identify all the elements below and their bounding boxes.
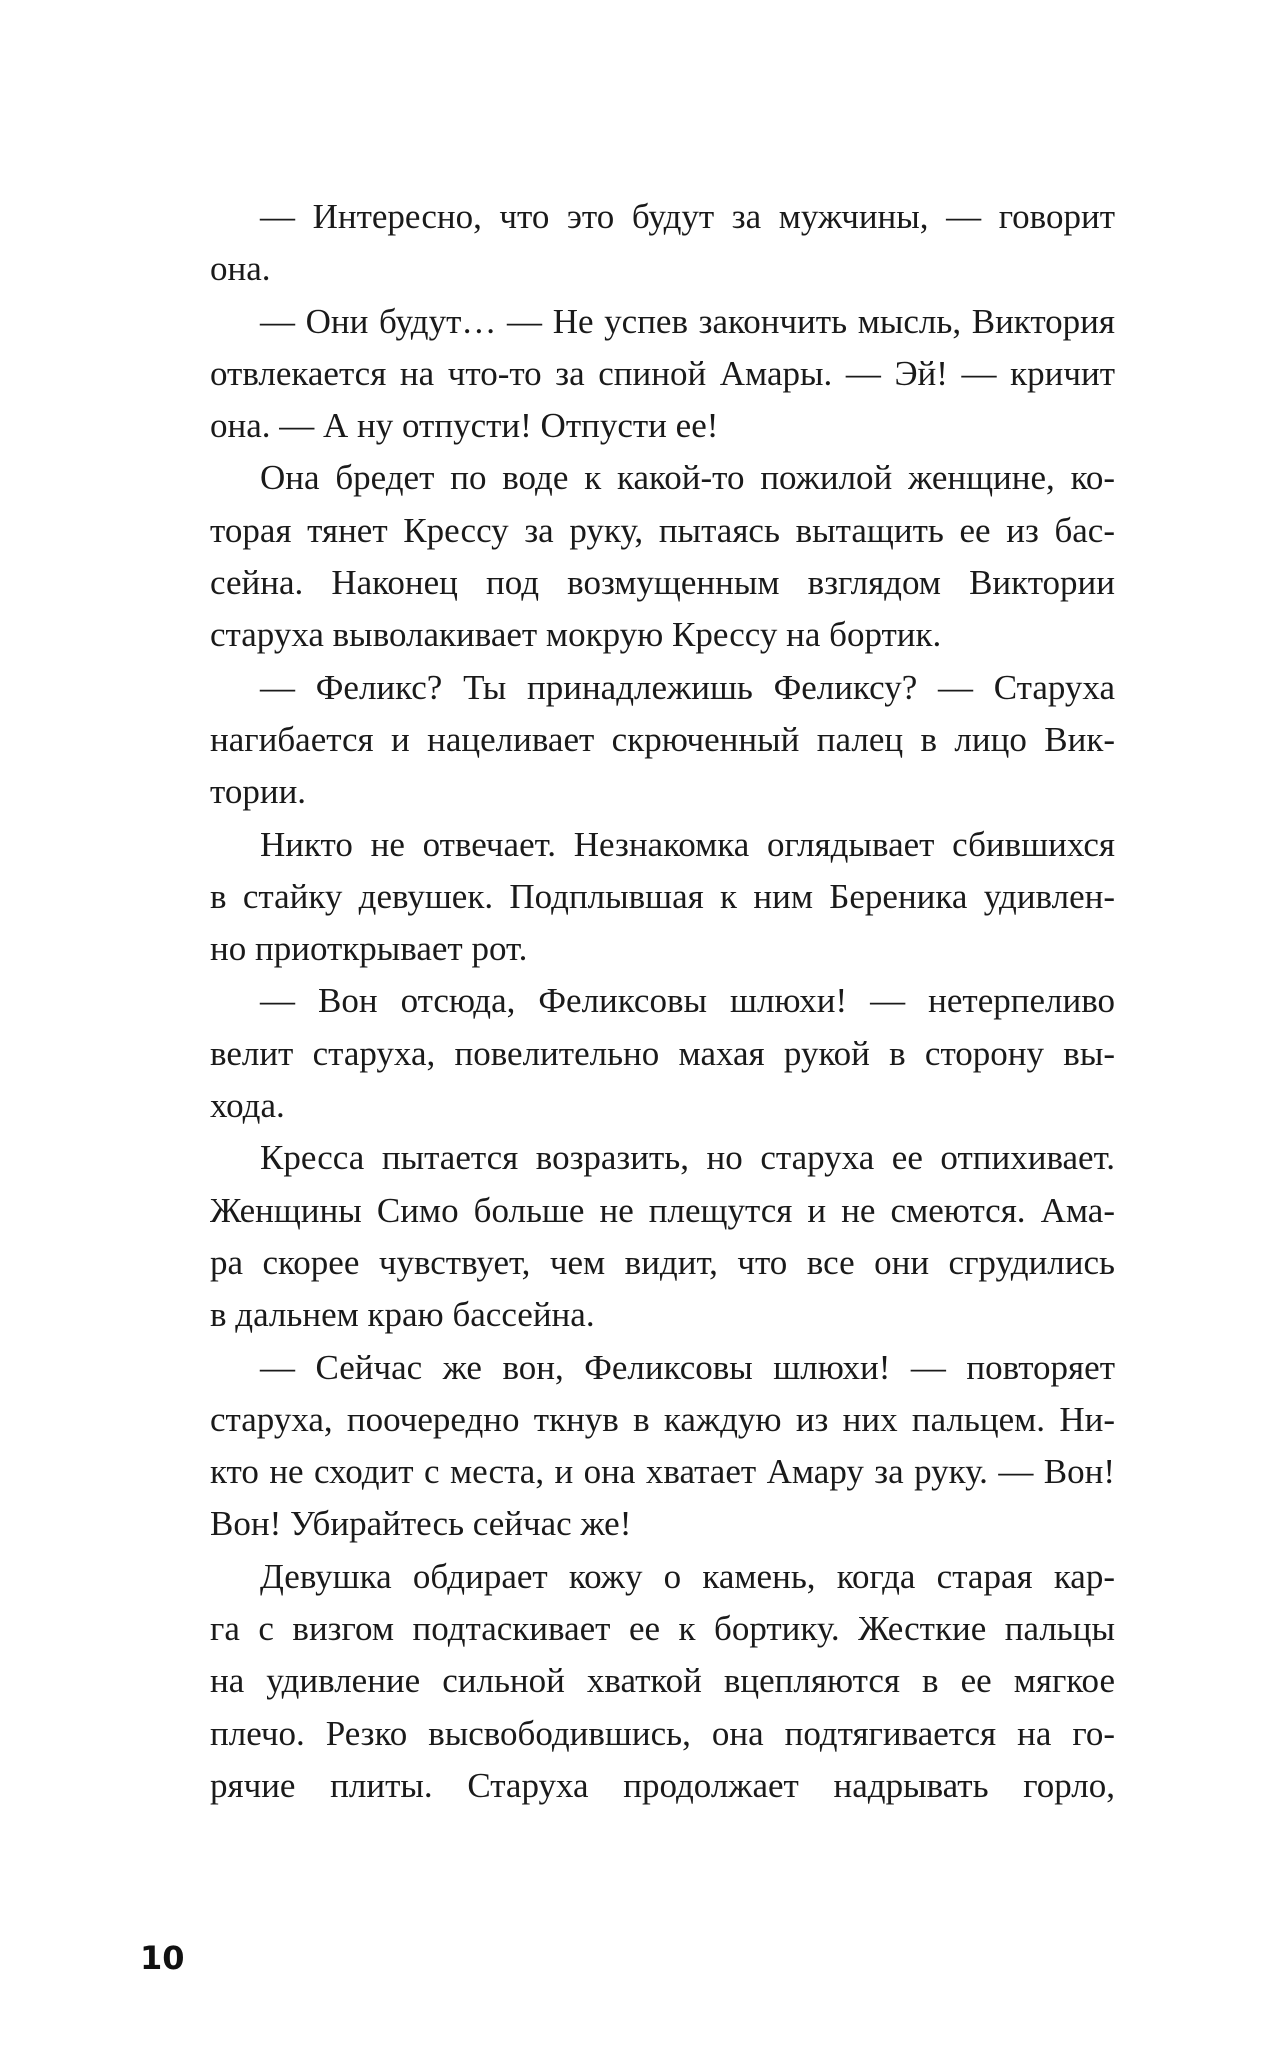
- text-line: тории.: [210, 772, 307, 812]
- text-line: — Интересно, что это будут за мужчины, — говорит: [260, 197, 1115, 236]
- text-line: нагибается и нацеливает скрюченный палец в лицо Вик-: [210, 719, 1115, 759]
- text-line: в стайку девушек. Подплывшая к ним Береника удивлен-: [210, 876, 1115, 916]
- text-line: хода.: [210, 1086, 285, 1126]
- text-line: га с визгом подтаскивает ее к бортику. Жесткие пальцы: [210, 1609, 1115, 1649]
- text-line: Она бредет по воде к какой-то пожилой женщине, ко-: [260, 458, 1115, 498]
- text-line: велит старуха, повелительно махая рукой в сторону вы-: [210, 1033, 1115, 1073]
- text-line: отвлекается на что-то за спиной Амары. — Эй! — кричит: [210, 353, 1115, 393]
- text-line: Вон! Убирайтесь сейчас же!: [210, 1504, 632, 1544]
- text-line: Никто не отвечает. Незнакомка оглядывает сбившихся: [260, 824, 1115, 864]
- text-line: — Феликс? Ты принадлежишь Феликсу? — Старуха: [260, 667, 1115, 707]
- text-line: Кресса пытается возразить, но старуха ее отпихивает.: [260, 1138, 1115, 1178]
- text-line: — Они будут… — Не успев закончить мысль, Виктория: [260, 301, 1115, 341]
- text-line: рячие плиты. Старуха продолжает надрывать горло,: [210, 1765, 1115, 1805]
- text-line: но приоткрывает рот.: [210, 929, 528, 969]
- text-line: — Вон отсюда, Феликсовы шлюхи! — нетерпеливо: [260, 981, 1115, 1021]
- text-line: она. — А ну отпусти! Отпусти ее!: [210, 406, 719, 446]
- text-line: на удивление сильной хваткой вцепляются в ее мягкое: [210, 1661, 1115, 1701]
- text-line: она.: [210, 249, 271, 289]
- text-line: старуха выволакивает мокрую Крессу на бортик.: [210, 615, 942, 655]
- text-line: плечо. Резко высвободившись, она подтягивается на го-: [210, 1713, 1115, 1753]
- text-line: кто не сходит с места, и она хватает Амару за руку. — Вон!: [210, 1452, 1115, 1492]
- text-line: торая тянет Крессу за руку, пытаясь вытащить ее из бас-: [210, 510, 1115, 550]
- text-line: — Сейчас же вон, Феликсовы шлюхи! — повторяет: [260, 1347, 1115, 1387]
- text-line: Женщины Симо больше не плещутся и не смеются. Ама-: [210, 1190, 1115, 1230]
- text-line: старуха, поочередно ткнув в каждую из них пальцем. Ни-: [210, 1399, 1115, 1439]
- text-line: ра скорее чувствует, чем видит, что все они сгрудились: [210, 1242, 1115, 1282]
- text-line: в дальнем краю бассейна.: [210, 1295, 595, 1335]
- body-text: [210, 191, 1115, 1812]
- page-number: 10: [140, 1939, 185, 1977]
- text-line: сейна. Наконец под возмущенным взглядом Виктории: [210, 563, 1115, 603]
- text-line: Девушка обдирает кожу о камень, когда старая кар-: [260, 1556, 1115, 1596]
